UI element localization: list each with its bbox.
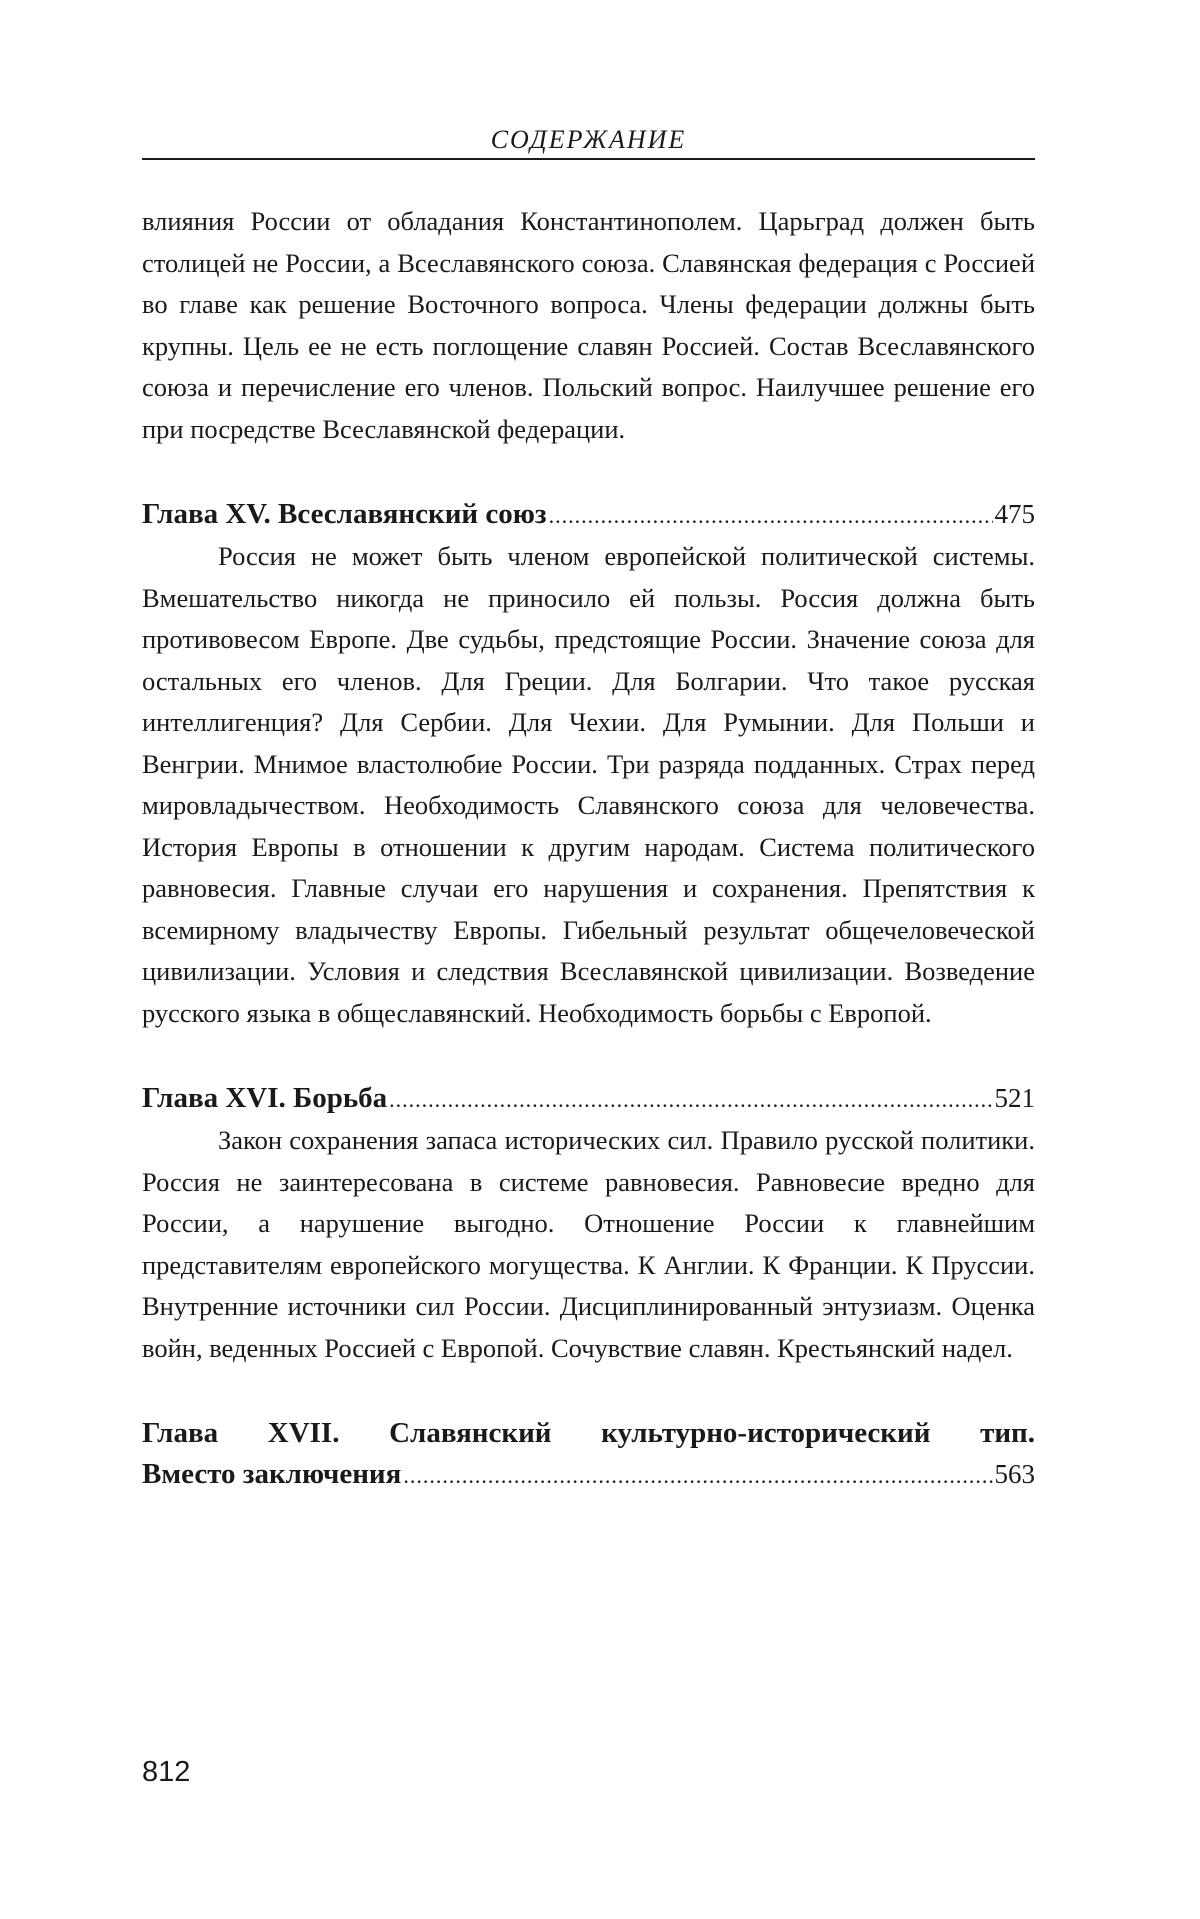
chapter-title-line-1: Глава XVII. Славянский культурно-исторический тип. [142,1417,1035,1449]
chapter-summary: Россия не может быть членом европейской политической системы. Вмешательство никогда не приносило ей пользы. Россия должна быть противовесом Европе. Две судьбы, предстоящие России. Значение союза для остальных его членов. Для Греции. Для Болгарии. Что такое русская интеллигенция? Для Сербии. Для Чехии. Для Румынии. Для Польши и Венгрии. Мнимое властолюбие России. Три разряда подданных. Страх перед мировладычеством. Необходимость Славянского союза для человечества. История Европы в отношении к другим народам. Система политического равновесия. Главные случаи его нарушения и сохранения. Препятствия к всемирному владычеству Европы. Гибельный результат общечеловеческой цивилизации. Условия и следствия Всеславянской цивилизации. Возведение русского языка в общеславянский. Необходимость борьбы с Европой. [142,541,1035,1028]
page-number: 812 [142,1756,191,1788]
chapter-heading [142,1078,1035,1120]
chapter-page: 563 [994,1459,1035,1489]
chapter-heading [142,494,1035,536]
chapter-title: Глава XV. Всеславянский союз [142,498,547,530]
lead-paragraph: влияния России от обладания Константинополем. Царьград должен быть столицей не России, а Всеславянского союза. Славянская федерация с Россией во главе как решение Восточного вопроса. Члены федерации должны быть крупны. Цель ее не есть поглощение славян Россией. Состав Всеславянского союза и перечисление его членов. Польский вопрос. Наилучшее решение его при посредстве Всеславянской федерации. [142,206,1035,444]
chapter-title: Глава XVI. Борьба [142,1082,388,1114]
chapter-summary: Закон сохранения запаса исторических сил. Правило русской политики. Россия не заинтересована в системе равновесия. Равновесие вредно для России, а нарушение выгодно. Отношение России к главнейшим представителям европейского могущества. К Англии. К Франции. К Пруссии. Внутренние источники сил России. Дисциплинированный энтузиазм. Оценка войн, веденных Россией с Европой. Сочувствие славян. Крестьянский надел. [142,1125,1035,1363]
chapter-xv [142,494,1035,1034]
toc-content [142,201,1035,1496]
chapter-page: 521 [994,1083,1035,1113]
chapter-heading [142,1454,1035,1496]
dot-leader [403,1455,992,1496]
chapter-xvi [142,1078,1035,1369]
chapter-title-line-2: Вместо заключения [142,1458,402,1490]
page [142,0,1035,1919]
dot-leader [549,495,993,536]
chapter-xvii [142,1413,1035,1496]
running-head: СОДЕРЖАНИЕ [142,122,1035,160]
chapter-page: 475 [994,499,1035,529]
dot-leader [389,1079,992,1120]
